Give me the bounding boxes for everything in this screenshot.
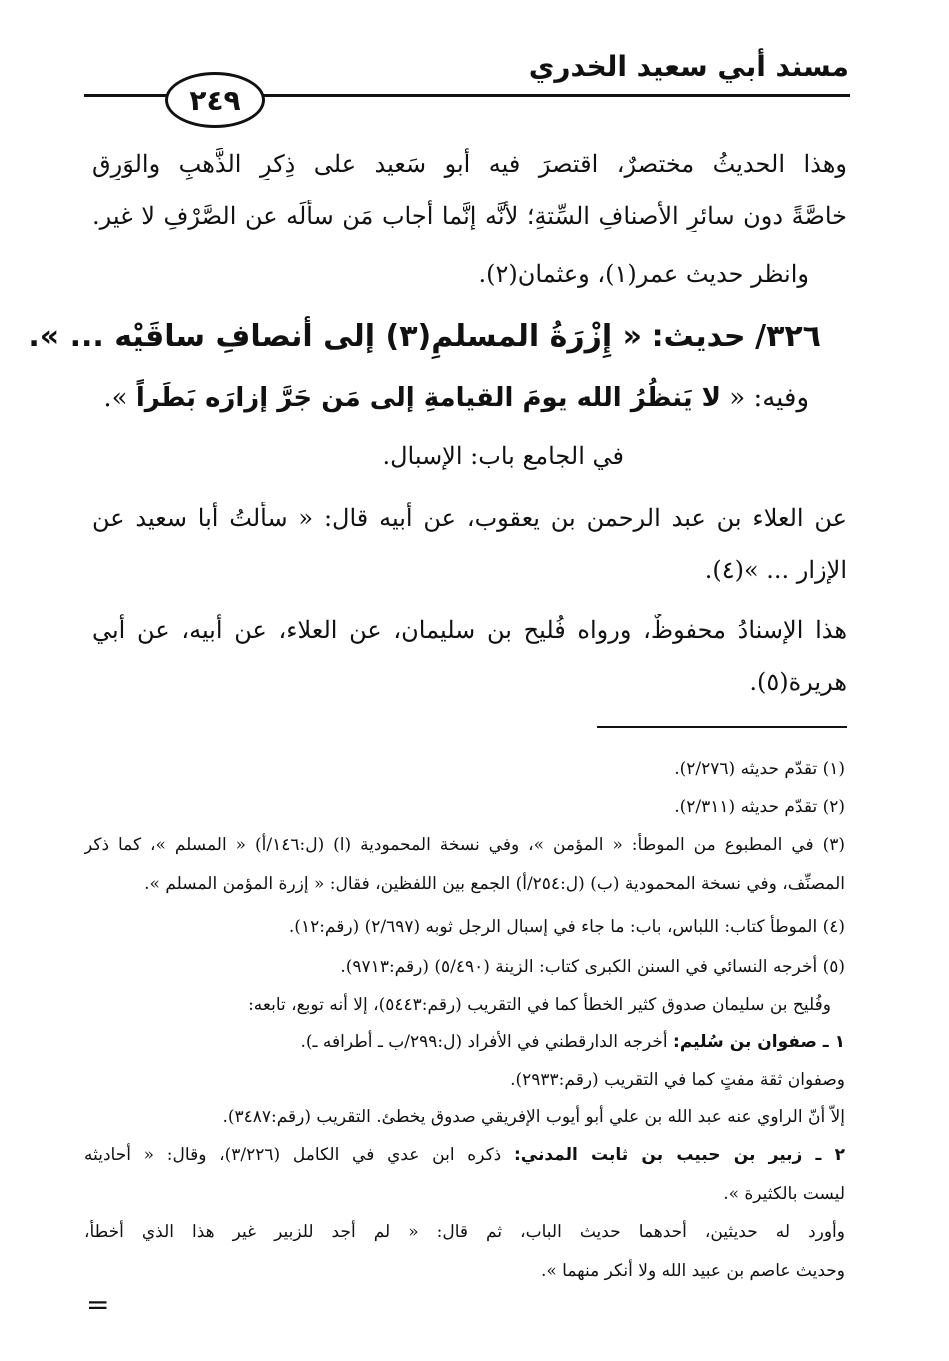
hadith-number: ٣٢٦/ bbox=[755, 319, 821, 354]
narrator-1-detail: أخرجه الدارقطني في الأفراد (ل:٢٩٩/ب ـ أطرافه ـ). bbox=[300, 1032, 668, 1052]
footnote-5-line-6 bbox=[84, 1143, 845, 1169]
footnote-5-line-8: وأورد له حديثين، أحدهما حديث الباب، ثم قال: « لم أجد للزبير غير هذا الذي أخطأ، bbox=[84, 1222, 845, 1242]
footnote-1: (١) تقدّم حديثه (٢/٢٧٦). bbox=[674, 759, 845, 779]
footnote-5-line-2: وفُليح بن سليمان صدوق كثير الخطأ كما في التقريب (رقم:٥٤٤٣)، إلا أنه توبع، تابعه: bbox=[248, 995, 831, 1015]
body-line-7: عن العلاء بن عبد الرحمن بن يعقوب، عن أبيه قال: « سألتُ أبا سعيد عن bbox=[92, 504, 847, 532]
body-line-1: وهذا الحديثُ مختصرٌ، اقتصرَ فيه أبو سَعيد على ذِكرِ الذَّهبِ والوَرِق bbox=[92, 150, 847, 178]
footnote-5-line-7: ليست بالكثيرة ». bbox=[723, 1184, 845, 1204]
page-number-badge bbox=[165, 72, 265, 128]
footnote-5-line-4: وصفوان ثقة مفتٍ كما في التقريب (رقم:٢٩٣٣). bbox=[510, 1070, 845, 1090]
body-line-2: خاصَّةً دون سائرِ الأصنافِ السِّتةِ؛ لأنَّه إنَّما أجاب مَن سألَه عن الصَّرْفِ لا غير. bbox=[92, 202, 847, 230]
body-line-8: الإزار ... »(٤). bbox=[704, 556, 847, 584]
page-number: ٢٤٩ bbox=[189, 83, 241, 117]
footnote-5: (٥) أخرجه النسائي في السنن الكبرى كتاب: الزينة (٥/٤٩٠) (رقم:٩٧١٣). bbox=[340, 957, 845, 977]
footnote-3-line-2: المصنِّف، وفي نسخة المحمودية (ب) (ل:٢٥٤/أ) الجمع بين اللفظين، فقال: « إزرة المؤمن المسلم ». bbox=[144, 874, 845, 894]
narrator-1-name: ١ ـ صفوان بن سُليم: bbox=[673, 1032, 845, 1052]
narrator-2-detail: ذكره ابن عدي في الكامل (٣/٢٢٦)، وقال: « أحاديثه bbox=[84, 1145, 502, 1165]
footnote-5-line-5: إلاّ أنّ الراوي عنه عبد الله بن علي أبو أيوب الإفريقي صدوق يخطئ. التقريب (رقم:٣٤٨٧). bbox=[222, 1107, 845, 1127]
footnote-4: (٤) الموطأ كتاب: اللباس، باب: ما جاء في إسبال الرجل ثوبه (٢/٦٩٧) (رقم:١٢). bbox=[288, 917, 845, 937]
hadith-body-suffix: ». bbox=[103, 383, 128, 413]
hadith-body-line bbox=[103, 380, 809, 416]
running-header-title: مسند أبي سعيد الخدري bbox=[528, 50, 849, 83]
hadith-text: « إِزْرَةُ المسلمِ(٣) إلى أنصافِ ساقَيْه ... ». bbox=[28, 319, 643, 354]
footnote-separator bbox=[597, 726, 847, 728]
narrator-2-name: ٢ ـ زبير بن حبيب بن ثابت المدني: bbox=[513, 1145, 845, 1165]
footnote-5-line-9: وحديث عاصم بن عبيد الله ولا أنكر منهما ». bbox=[540, 1261, 845, 1281]
body-line-10: هريرة(٥). bbox=[749, 668, 847, 696]
body-line-9: هذا الإسنادُ محفوظٌ، ورواه فُليح بن سليمان، عن العلاء، عن أبيه، عن أبي bbox=[92, 616, 847, 644]
hadith-body-prefix: وفيه: « bbox=[729, 383, 809, 413]
continuation-mark: = bbox=[86, 1288, 110, 1321]
footnote-5-line-3 bbox=[300, 1030, 845, 1054]
body-line-3: وانظر حديث عمر(١)، وعثمان(٢). bbox=[478, 260, 809, 288]
footnote-3-line-1: (٣) في المطبوع من الموطأ: « المؤمن »، وفي نسخة المحمودية (ا) (ل:١٤٦/أ) « المسلم »، كما ذكر bbox=[84, 835, 845, 855]
hadith-label: حديث: bbox=[651, 319, 746, 354]
footnote-2: (٢) تقدّم حديثه (٢/٣١١). bbox=[674, 797, 845, 817]
hadith-body-text: لا يَنظُرُ الله يومَ القيامةِ إلى مَن جَرَّ إزارَه بَطَراً bbox=[135, 383, 722, 413]
hadith-heading bbox=[28, 318, 821, 356]
reference-line: في الجامع باب: الإسبال. bbox=[382, 442, 624, 470]
